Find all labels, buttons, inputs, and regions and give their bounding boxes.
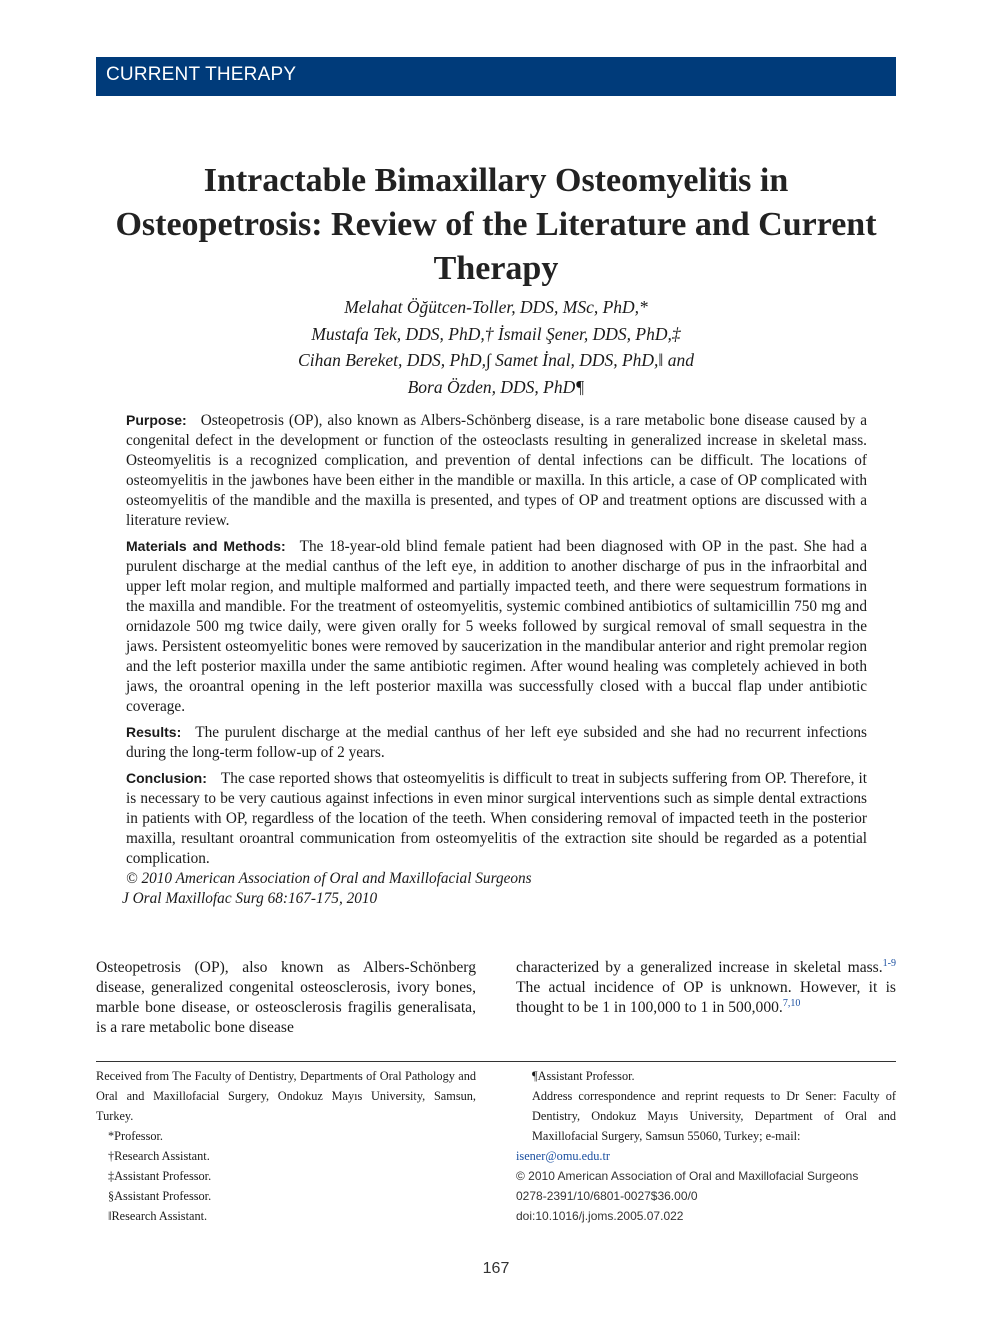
author-list: [96, 294, 896, 400]
doi-link[interactable]: doi:10.1016/j.joms.2005.07.022: [516, 1209, 684, 1223]
body-paragraph: [516, 958, 896, 1018]
methods-text: The 18-year-old blind female patient had been diagnosed with OP in the past. She had a purulent discharge at the medial canthus of the left eye, in addition to another discharge of pus in the infraorbital and upper left molar region, and multiple malformed and partially impacted teeth, and there were sequestrum formations in the maxilla and mandible. For the treatment of osteomyelitis, systemic combined antibiotics of sultamicillin 750 mg and ornidazole 500 mg twice daily, were given orally for 5 weeks followed by surgical removal of small sequestra in the jaws. Persistent osteomyelitic bones were removed by saucerization in the mandibular anterior and right premolar region and the left posterior maxilla under the same antibiotic regimen. After wound healing was completely achieved in both jaws, the oroantral opening in the left posterior maxilla was successfully closed with a buccal flap under antibiotic coverage.: [126, 538, 867, 715]
article-title: Intractable Bimaxillary Osteomyelitis in Osteopetrosis: Review of the Literature and Current Therapy: [115, 162, 877, 287]
abstract-copyright: © 2010 American Association of Oral and Maxillofacial Surgeons: [126, 870, 532, 887]
issn: 0278-2391/10/6801-0027$36.00/0: [516, 1189, 698, 1203]
author-role-note: ‡Assistant Professor.: [108, 1169, 212, 1183]
author-role-note: ¶Assistant Professor.: [532, 1069, 635, 1083]
abstract-results: [126, 722, 867, 763]
body-paragraph: Osteopetrosis (OP), also known as Albers-Schönberg disease, generalized congenital osteosclerosis, ivory bones, marble bone disease, or osteosclerosis fragilis generalisata, is a rare metabolic bone disease: [96, 959, 476, 1036]
conclusion-label: Conclusion:: [126, 770, 207, 786]
section-banner: CURRENT THERAPY: [96, 57, 896, 96]
footnotes-right: [516, 1066, 896, 1226]
footnotes-left: [96, 1066, 476, 1226]
reference-link[interactable]: 1-9: [882, 958, 896, 969]
author-line: Bora Özden, DDS, PhD¶: [407, 376, 585, 397]
purpose-label: Purpose:: [126, 412, 187, 428]
body-text: characterized by a generalized increase in skeletal mass.: [516, 959, 883, 976]
journal-citation: J Oral Maxillofac Surg 68:167-175, 2010: [122, 890, 378, 907]
footnote-divider: [96, 1061, 896, 1062]
correspondence-note: Address correspondence and reprint requests to Dr Sener: Faculty of Dentistry, Ondokuz Mayıs University, Department of Oral and Maxillofacial Surgery, Samsun 55060, Turkey; e-mail:: [532, 1089, 896, 1143]
body-column-left: [96, 958, 476, 1038]
page-number: 167: [482, 1260, 510, 1277]
author-role-note: §Assistant Professor.: [108, 1189, 212, 1203]
footer-copyright: © 2010 American Association of Oral and Maxillofacial Surgeons: [516, 1169, 859, 1183]
author-role-note: *Professor.: [108, 1129, 163, 1143]
author-line: Mustafa Tek, DDS, PhD,† İsmail Şener, DDS, PhD,‡: [311, 323, 681, 344]
email-link[interactable]: isener@omu.edu.tr: [516, 1149, 610, 1163]
author-line: Cihan Bereket, DDS, PhD,∫ Samet İnal, DDS, PhD,‖ and: [298, 350, 694, 370]
author-line: Melahat Öğütcen-Toller, DDS, MSc, PhD,*: [344, 297, 648, 317]
body-column-right: [516, 958, 896, 1018]
body-text: The actual incidence of OP is unknown. However, it is thought to be 1 in 100,000 to 1 in 500,000.: [516, 979, 896, 1016]
received-note: Received from The Faculty of Dentistry, Departments of Oral Pathology and Oral and Maxillofacial Surgery, Ondokuz Mayıs University, Samsun, Turkey.: [96, 1069, 476, 1123]
results-label: Results:: [126, 724, 182, 740]
abstract: [122, 410, 867, 909]
methods-label: Materials and Methods:: [126, 538, 286, 554]
abstract-conclusion: [126, 768, 867, 869]
abstract-methods: [126, 536, 867, 717]
abstract-purpose: [126, 410, 867, 531]
results-text: The purulent discharge at the medial canthus of her left eye subsided and she had no recurrent infections during the long-term follow-up of 2 years.: [126, 724, 867, 761]
conclusion-text: The case reported shows that osteomyelitis is difficult to treat in subjects suffering from OP. Therefore, it is necessary to be very cautious against infections in even minor surgical interventions such as simple dental extractions in patients with OP, regardless of the location of the teeth. When considering removal of impacted teeth in the posterior maxilla, resultant oroantral communication from osteomyelitis of the extraction site should be regarded as a potential complication.: [126, 770, 867, 867]
author-role-note: †Research Assistant.: [108, 1149, 210, 1163]
author-role-note: ‖Research Assistant.: [108, 1209, 208, 1223]
purpose-text: Osteopetrosis (OP), also known as Albers-Schönberg disease, is a rare metabolic bone disease caused by a congenital defect in the development or function of the osteoclasts resulting in generalized increase in skeletal mass. Osteomyelitis is a recognized complication, and prevention of dental infections can be difficult. The locations of osteomyelitis in the jawbones have been either in the mandible or maxilla. In this article, a case of OP complicated with osteomyelitis of the mandible and the maxilla is presented, and types of OP and treatment options are discussed with a literature review.: [126, 412, 867, 529]
reference-link[interactable]: 7,10: [782, 998, 801, 1009]
